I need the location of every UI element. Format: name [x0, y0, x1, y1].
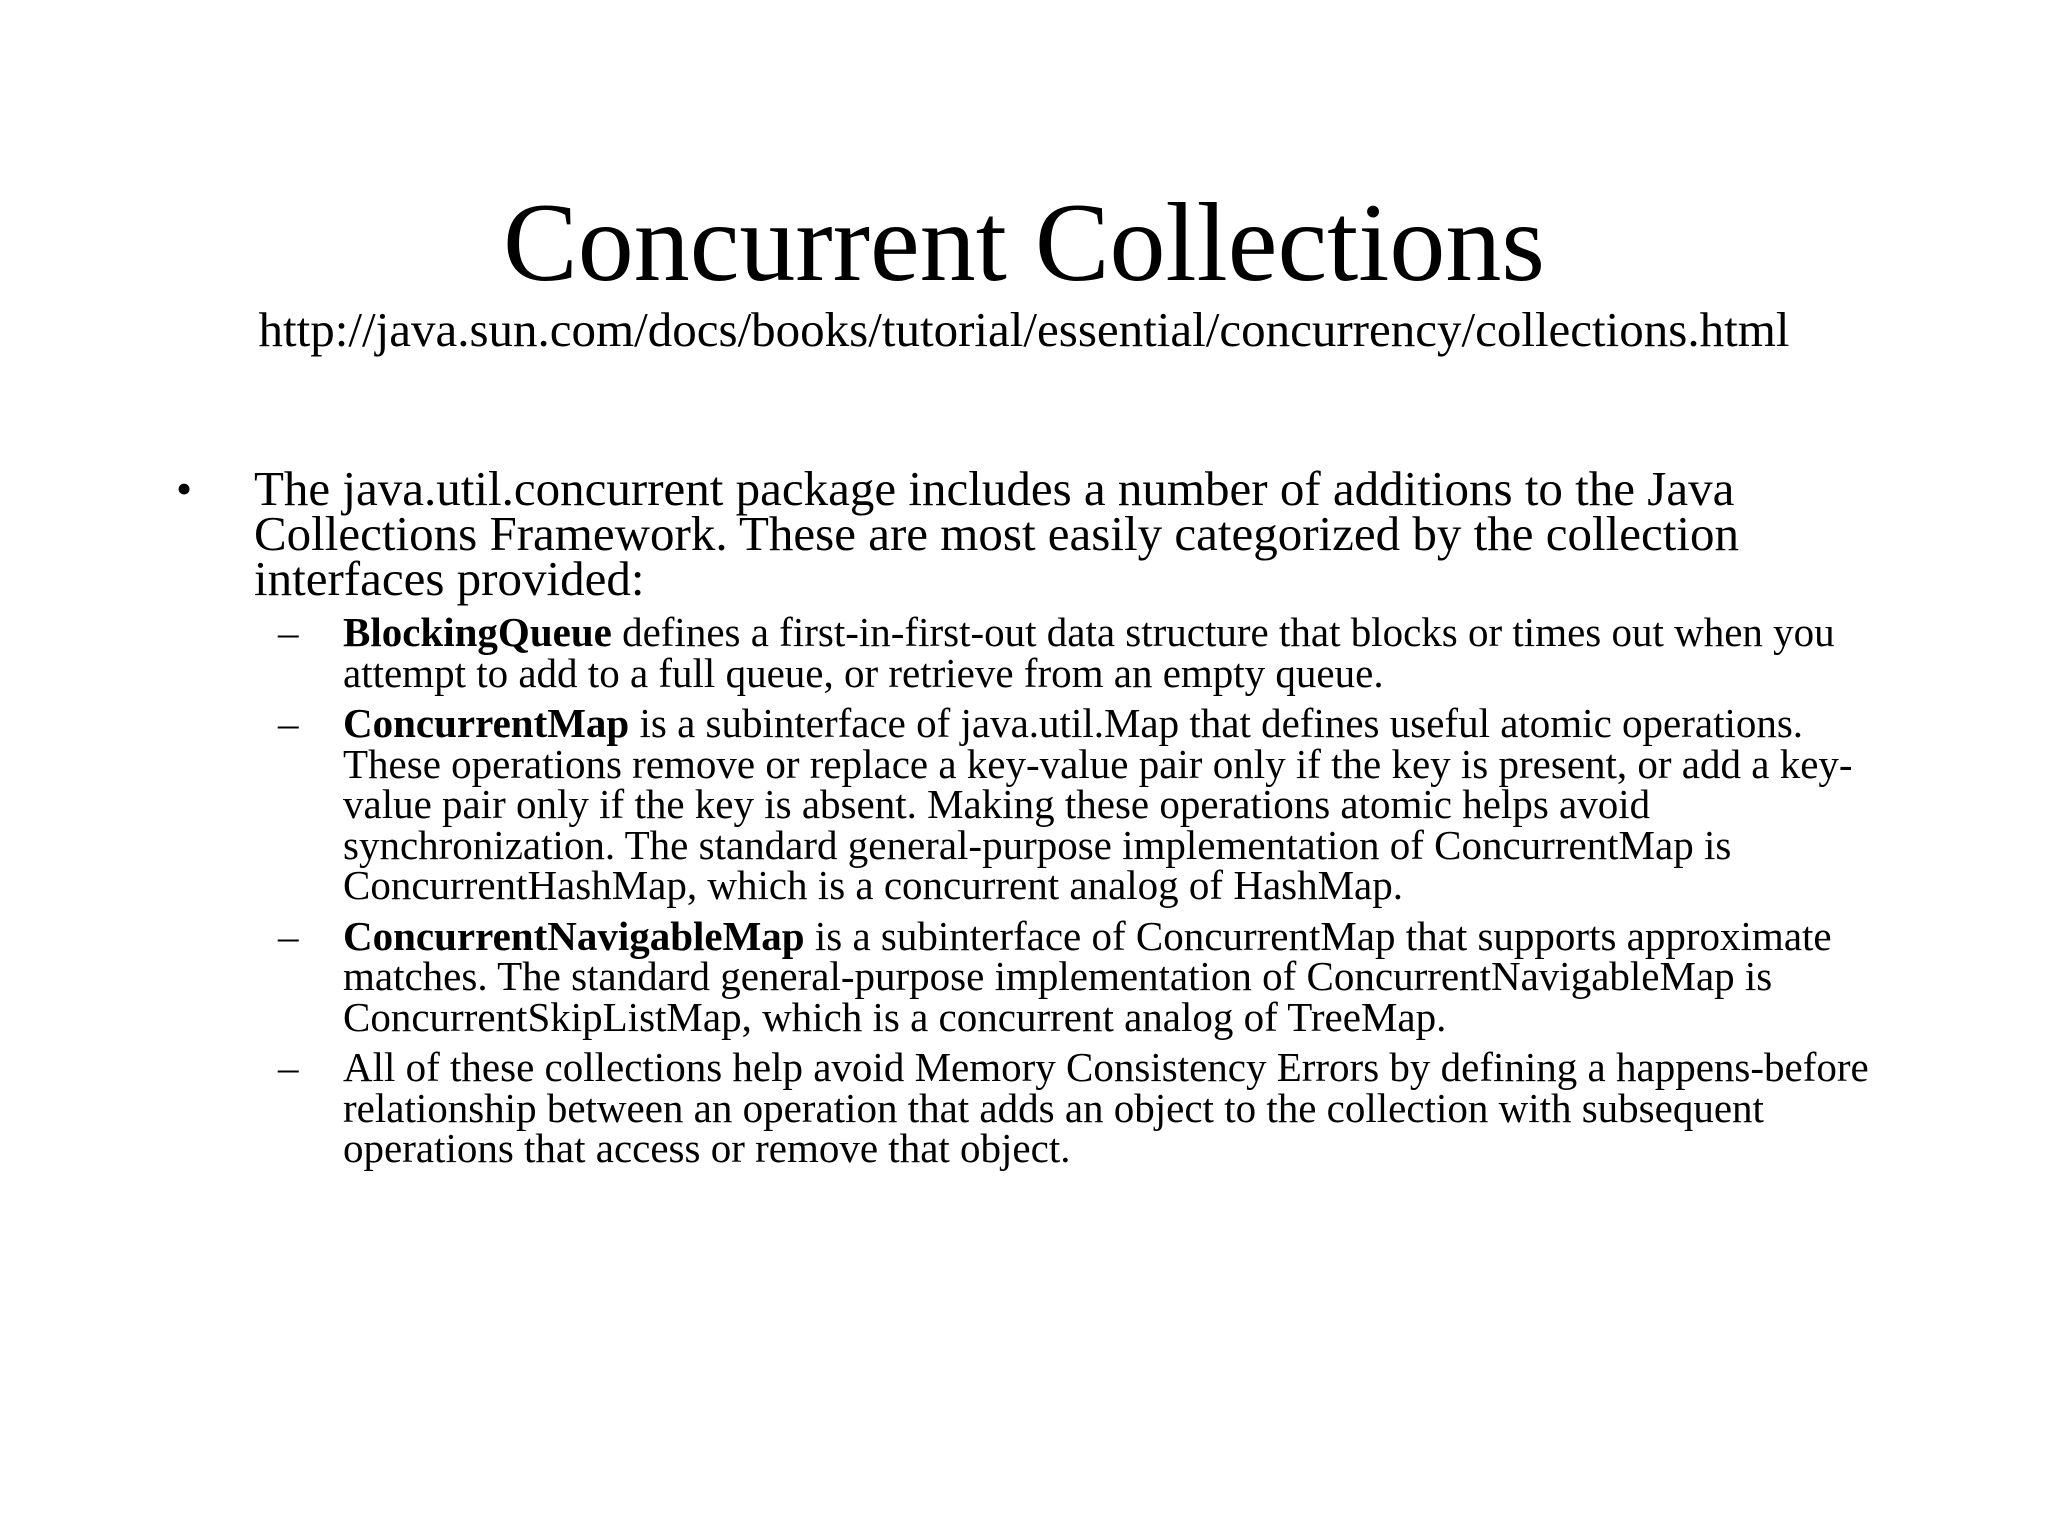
- sub-bullet-concurrentmap: [278, 700, 1898, 908]
- sub-bullet-text: All of these collections help avoid Memory Consistency Errors by defining a happens-before relationship between an operation that adds an object to the collection with subsequent operations that access or remove that object.: [343, 1044, 1869, 1171]
- term-concurrentnavigablemap: ConcurrentNavigableMap: [343, 912, 805, 959]
- sub-bullet-blockingqueue: [278, 609, 1898, 696]
- description-blockingqueue: defines a first-in-first-out data structure that blocks or times out when you attempt to add to a full queue, or retrieve from an empty queue.: [343, 609, 1835, 696]
- sub-bullet-list: [278, 609, 1898, 1179]
- main-bullet-text: The java.util.concurrent package includes a number of additions to the Java Collections Framework. These are most easily categorized by the collection interfaces provided:: [254, 461, 1739, 606]
- sub-bullet-text: [343, 700, 1898, 908]
- dash-mark: –: [278, 1044, 299, 1090]
- slide-title: Concurrent Collections: [502, 181, 1545, 305]
- sub-bullet-concurrentnavigablemap: [278, 912, 1898, 1040]
- dash-mark: –: [278, 609, 299, 655]
- description-concurrentnavigablemap: is a subinterface of ConcurrentMap that supports approximate matches. The standard general-purpose implementation of ConcurrentNavigableMap is ConcurrentSkipListMap, which is a concurrent analog of TreeMap.: [343, 912, 1832, 1040]
- bullet-mark: •: [176, 463, 193, 514]
- sub-bullet-text: [343, 609, 1898, 696]
- description-concurrentmap: is a subinterface of java.util.Map that defines useful atomic operations. These operations remove or replace a key-value pair only if the key is present, or add a key-value pair only if the key is absent. Making these operations atomic helps avoid synchronization. The standard general-purpose implementation of ConcurrentMap is ConcurrentHashMap, which is a concurrent analog of HashMap.: [343, 700, 1853, 908]
- sub-bullet-memory-consistency: [278, 1044, 1898, 1171]
- slide-subtitle-url: http://java.sun.com/docs/books/tutorial/essential/concurrency/collections.html: [258, 302, 1790, 357]
- main-bullet: [176, 461, 1856, 606]
- term-concurrentmap: ConcurrentMap: [343, 700, 630, 746]
- dash-mark: –: [278, 912, 299, 959]
- term-blockingqueue: BlockingQueue: [343, 609, 612, 655]
- dash-mark: –: [278, 700, 299, 746]
- sub-bullet-text: [343, 912, 1898, 1040]
